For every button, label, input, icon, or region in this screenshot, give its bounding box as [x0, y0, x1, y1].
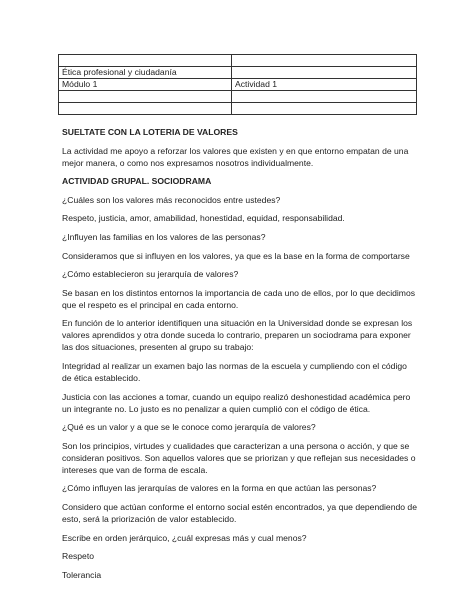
section-heading: ACTIVIDAD GRUPAL. SOCIODRAMA: [62, 176, 212, 187]
header-table-cell: Módulo 1: [59, 79, 232, 91]
header-table-cell: [232, 67, 417, 79]
paragraph: Son los principios, virtudes y cualidades que caracterizan a una persona o acción, y que se consideran positivos. Son aquellos valores que se priorizan y que reflejan sus necesidades o intereses que van de forma de escala.: [62, 440, 416, 475]
paragraph: Escribe en orden jerárquico, ¿cuál expresas más y cual menos?: [62, 532, 307, 543]
header-table-row: [59, 55, 417, 67]
header-table-cell: [59, 91, 232, 103]
paragraph: ¿Influyen las familias en los valores de las personas?: [62, 231, 266, 242]
header-table-row: [59, 103, 417, 115]
paragraph: Integridad al realizar un examen bajo las normas de la escuela y cumpliendo con el código de ética establecido.: [62, 360, 407, 383]
header-table-row: [59, 91, 417, 103]
header-table-cell: [59, 103, 232, 115]
paragraph: ¿Cómo influyen las jerarquías de valores en la forma en que actúan las personas?: [62, 483, 377, 494]
paragraph: La actividad me apoyo a reforzar los valores que existen y en que entorno empatan de una mejor manera, o como nos expresamos nosotros individualmente.: [62, 145, 409, 168]
paragraph: En función de lo anterior identifiquen una situación en la Universidad donde se expresan los valores aprendidos y otra donde suceda lo contrario, preparen un sociodrama para exponer las dos situaciones, presenten al grupo su trabajo:: [62, 318, 413, 353]
header-table-cell: [232, 91, 417, 103]
header-table-cell: Actividad 1: [232, 79, 417, 91]
paragraph: Consideramos que si influyen en los valores, ya que es la base en la forma de comportarse: [62, 250, 410, 261]
header-table-cell: [232, 103, 417, 115]
header-table-row: [59, 67, 417, 79]
paragraph: Respeto, justicia, amor, amabilidad, honestidad, equidad, responsabilidad.: [62, 213, 345, 224]
paragraph: ¿Cómo establecieron su jerarquía de valores?: [62, 269, 239, 280]
header-table: [58, 54, 417, 115]
paragraph: ¿Qué es un valor y a que se le conoce como jerarquía de valores?: [62, 422, 316, 433]
header-table-cell: [232, 55, 417, 67]
header-table-cell: Ética profesional y ciudadanía: [59, 67, 232, 79]
header-table-row: [59, 79, 417, 91]
paragraph: Justicia con las acciones a tomar, cuando un equipo realizó deshonestidad académica pero un integrante no. Lo justo es no penalizar a quien cumplió con el código de ética.: [62, 391, 411, 414]
document-body: [62, 126, 418, 587]
paragraph: ¿Cuáles son los valores más reconocidos entre ustedes?: [62, 194, 281, 205]
header-table-cell: [59, 55, 232, 67]
paragraph: Tolerancia: [62, 569, 102, 580]
paragraph: Se basan en los distintos entornos la importancia de cada uno de ellos, por lo que decidimos que el respeto es el principal en cada entorno.: [62, 287, 416, 310]
section-heading: SUELTATE CON LA LOTERIA DE VALORES: [62, 127, 238, 137]
paragraph: Respeto: [62, 551, 95, 562]
paragraph: Considero que actúan conforme el entorno social estén encontrados, ya que dependiendo de esto, será la priorización de valor establecido.: [62, 501, 417, 524]
